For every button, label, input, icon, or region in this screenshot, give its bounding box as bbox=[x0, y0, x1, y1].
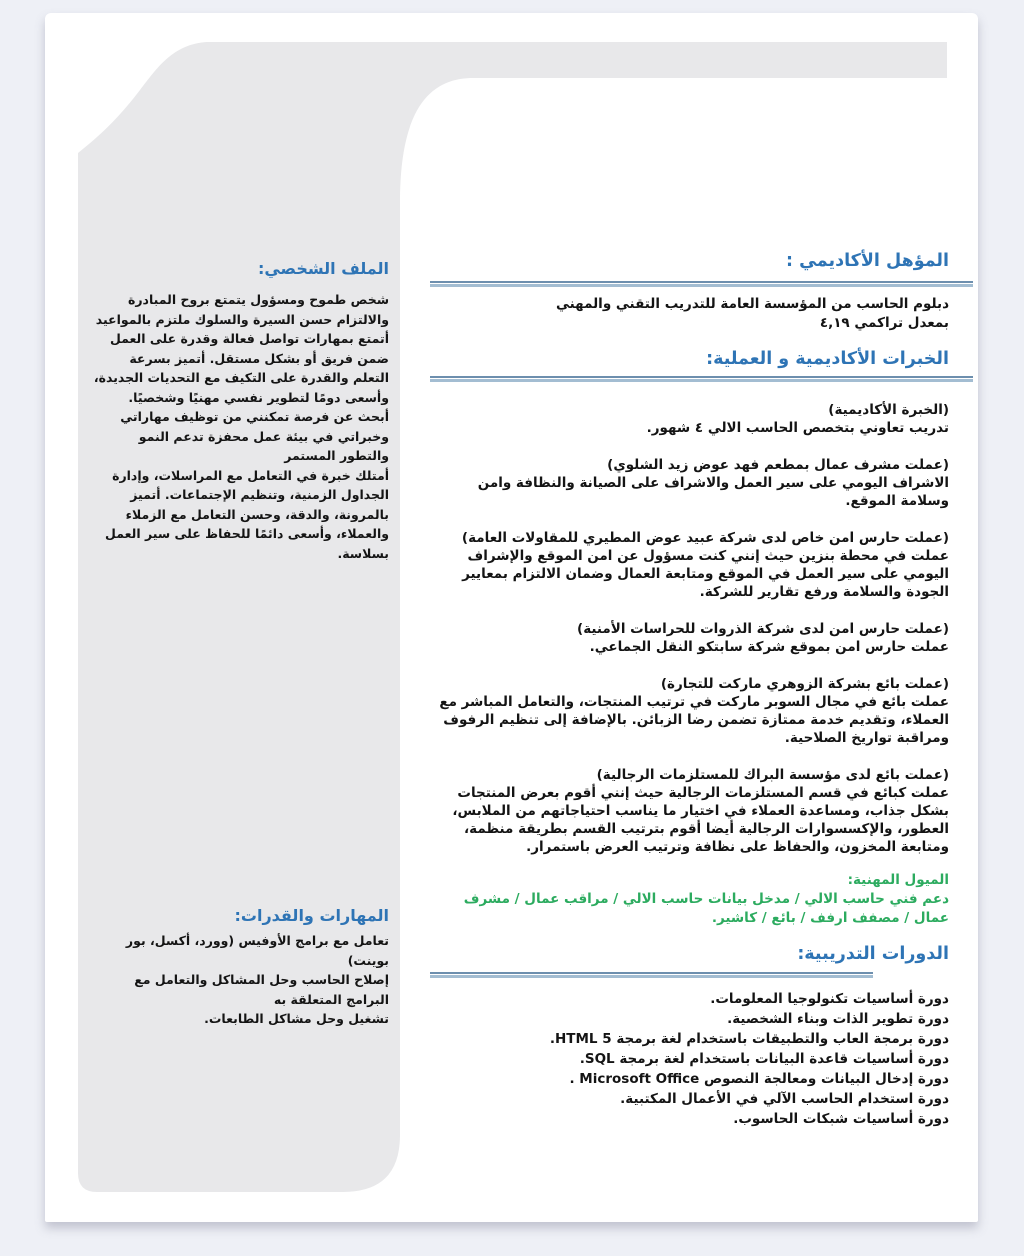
qualification-line-2: بمعدل تراكمي ٤,١٩ bbox=[819, 315, 949, 331]
skills-section-title: المهارات والقدرات: bbox=[234, 906, 389, 925]
section-divider bbox=[430, 281, 973, 287]
experience-body: عملت حارس امن بموقع شركة سابتكو النقل الجماعي. bbox=[589, 639, 949, 655]
experience-heading: (عملت حارس امن خاص لدى شركة عبيد عوض المطيري للمقاولات العامة) bbox=[461, 530, 949, 546]
profile-section bbox=[93, 258, 389, 563]
profile-section-title: الملف الشخصي: bbox=[257, 259, 389, 278]
skill-item: تعامل مع برامج الأوفيس (وورد، أكسل، بور بوينت) bbox=[125, 933, 389, 968]
profile-text-1: شخص طموح ومسؤول يتمتع بروح المبادرة والالتزام حسن السيرة والسلوك ملتزم بالمواعيد أتمتع بمهارات تواصل فعالة وقدرة على العمل ضمن فريق أو بشكل مستقل. أتميز بسرعة التعلم والقدرة على التكيف مع التحديات الجديدة، وأسعى دومًا لتطوير نفسي مهنيًا وشخصيًا. أبحث عن فرصة تمكنني من توظيف مهاراتي وخبراتي في بيئة عمل محفزة تدعم النمو والتطور المستمر bbox=[93, 292, 389, 463]
section-divider bbox=[430, 376, 973, 382]
experience-body: تدريب تعاوني بتخصص الحاسب الالي ٤ شهور. bbox=[646, 420, 949, 436]
course-item: دورة أساسيات قاعدة البيانات باستخدام لغة برمجة SQL. bbox=[579, 1051, 949, 1067]
course-item: دورة استخدام الحاسب الآلي في الأعمال المكتبية. bbox=[620, 1091, 949, 1107]
experience-entry bbox=[430, 675, 973, 747]
cv-page bbox=[45, 13, 978, 1222]
course-item: دورة برمجة العاب والتطبيقات باستخدام لغة برمجة HTML 5. bbox=[549, 1031, 949, 1047]
course-item: دورة تطوير الذات وبناء الشخصية. bbox=[727, 1011, 949, 1027]
experience-entry bbox=[430, 529, 973, 601]
training-courses-title: الدورات التدريبية: bbox=[797, 944, 949, 964]
experience-heading: (عملت مشرف عمال بمطعم فهد عوض زيد الشلوي) bbox=[607, 457, 949, 473]
course-item: دورة أساسيات تكنولوجيا المعلومات. bbox=[710, 991, 949, 1007]
experience-heading: (عملت بائع بشركة الزوهري ماركت للتجارة) bbox=[660, 676, 949, 692]
experience-body: عملت بائع في مجال السوبر ماركت في ترتيب المنتجات، والتعامل المباشر مع العملاء، وتقديم خدمة ممتازة تضمن رضا الزبائن. بالإضافة إلى تنظيم الرفوف ومراقبة تواريخ الصلاحية. bbox=[439, 694, 949, 746]
experience-heading: (الخبرة الأكاديمية) bbox=[828, 402, 949, 418]
experience-body: عملت كبائع في قسم المستلزمات الرجالية حيث إنني أقوم بعرض المنتجات بشكل جذاب، ومساعدة العملاء في اختيار ما يناسب احتياجاتهم من الملابس، العطور، والإكسسوارات الرجالية أيضا أقوم بترتيب القسم بطريقة منظمة، ومتابعة المخزون، والحفاظ على نظافة وترتيب العرض باستمرار. bbox=[452, 785, 949, 855]
experience-entry bbox=[430, 401, 973, 437]
skill-item: تشغيل وحل مشاكل الطابعات. bbox=[204, 1011, 389, 1026]
experience-heading: (عملت حارس امن لدى شركة الذروات للحراسات الأمنية) bbox=[577, 621, 949, 637]
professional-interests-title: الميول المهنية: bbox=[847, 872, 949, 888]
qualification-line-1: دبلوم الحاسب من المؤسسة العامة للتدريب التقني والمهني bbox=[555, 296, 949, 312]
experience-body: عملت في محطة بنزين حيث إنني كنت مسؤول عن امن الموقع والإشراف اليومي على سير العمل في الموقع ومتابعة العمال وضمان الالتزام بمعايير الجودة والسلامة ورفع تقارير للشركة. bbox=[462, 548, 949, 600]
training-courses-list bbox=[430, 989, 973, 1129]
experience-section-title: الخبرات الأكاديمية و العملية: bbox=[706, 349, 949, 369]
section-divider bbox=[430, 972, 873, 978]
experience-entry bbox=[430, 456, 973, 510]
course-item: دورة أساسيات شبكات الحاسوب. bbox=[733, 1111, 949, 1127]
skills-section bbox=[93, 905, 389, 1029]
professional-interests-body: دعم فني حاسب الالي / مدخل بيانات حاسب الالي / مراقب عمال / مشرف عمال / مصفف ارفف / بائع / كاشير. bbox=[463, 891, 949, 926]
experience-heading: (عملت بائع لدى مؤسسة البراك للمستلزمات الرجالية) bbox=[596, 767, 949, 783]
academic-qualification-title: المؤهل الأكاديمي : bbox=[786, 251, 949, 271]
experience-body: الاشراف اليومي على سير العمل والاشراف على الصيانة والنظافة وامن وسلامة الموقع. bbox=[477, 475, 949, 509]
experience-entry bbox=[430, 766, 973, 856]
profile-text-2: أمتلك خبرة في التعامل مع المراسلات، وإدارة الجداول الزمنية، وتنظيم الإجتماعات. أتميز بالمرونة، والدقة، وحسن التعامل مع الزملاء والعملاء، وأسعى دائمًا للحفاظ على سير العمل بسلاسة. bbox=[105, 467, 389, 561]
course-item: دورة إدخال البيانات ومعالجة النصوص Microsoft Office . bbox=[569, 1071, 949, 1087]
professional-interests bbox=[430, 871, 973, 928]
qualification-text bbox=[430, 295, 973, 333]
main-column bbox=[430, 249, 973, 1129]
skill-item: إصلاح الحاسب وحل المشاكل والتعامل مع البرامج المتعلقة به bbox=[134, 972, 389, 1007]
experience-entry bbox=[430, 620, 973, 656]
